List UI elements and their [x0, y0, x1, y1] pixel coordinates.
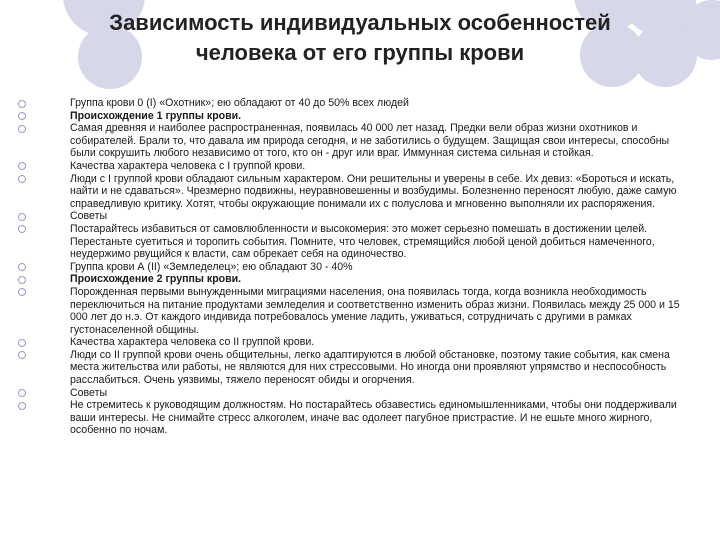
- bullet-icon: [18, 351, 26, 359]
- list-item-text: Люди с I группой крови обладают сильным характером. Они решительны и уверены в себе. Их девиз: «Бороться и искать, найти и не сдаваться». Чрезмерно подвижны, неуравновешенны и возбудимы. Болезненно переносят любую, даже самую справедливую критику. Хотят, чтобы окружающие понимали их с полуслова и мгновенно выполняли их распоряжения.: [70, 172, 677, 210]
- list-item: [18, 210, 688, 223]
- list-item: [18, 261, 688, 274]
- list-item: [18, 223, 688, 261]
- list-item: [18, 122, 688, 160]
- list-item-text: Порожденная первыми вынужденными миграциями населения, она появилась тогда, когда возникла необходимость переключиться на питание продуктами земледелия и соответственно изменить образ жизни. Появилась между 25 000 и 15 000 лет до н.э. От каждого индивида потребовалось умение ладить, уживаться, сотрудничать с другими в рамках густонаселенной общины.: [70, 285, 680, 336]
- list-item-text: Группа крови 0 (I) «Охотник»; ею обладают от 40 до 50% всех людей: [70, 97, 409, 109]
- list-item: [18, 160, 688, 173]
- list-item: [18, 349, 688, 387]
- bullet-icon: [18, 276, 26, 284]
- list-item-text: Люди со II группой крови очень общительны, легко адаптируются в любой обстановке, поэтому такие события, как смена места жительства или работы, не являются для них стрессовыми. Но иногда они проявляют упрямство и неспособность расслабиться. Очень уязвимы, тяжело переносят обиды и огорчения.: [70, 348, 670, 387]
- list-item-text: Происхождение 2 группы крови.: [70, 273, 242, 286]
- list-item-text: Советы: [70, 386, 108, 399]
- list-item: [18, 336, 688, 349]
- list-item: [18, 399, 688, 437]
- list-item: [18, 110, 688, 123]
- list-item-text: Не стремитесь к руководящим должностям. Но постарайтесь обзавестись единомышленниками, чтобы они поддерживали ваши интересы. Не снимайте стресс алкоголем, иначе вас одолеет пагубное пристрастие. И не ешьте много жирного, особенно по ночам.: [70, 399, 677, 437]
- list-item-text: Советы: [70, 210, 108, 223]
- bullet-icon: [18, 100, 26, 108]
- bullet-icon: [18, 213, 26, 221]
- bullet-icon: [18, 162, 26, 170]
- list-item: [18, 173, 688, 211]
- list-item: [18, 286, 688, 336]
- bullet-icon: [18, 389, 26, 397]
- bullet-icon: [18, 339, 26, 347]
- list-item: [18, 273, 688, 286]
- list-item-text: Постарайтесь избавиться от самовлюбленности и высокомерия: это может серьезно помешать в достижении целей. Перестаньте суетиться и торопить события. Помните, что человек, стремящийся любой ценой добиться намеченного, неудержимо рвущийся к власти, сам обрекает себя на одиночество.: [70, 222, 655, 261]
- bullet-icon: [18, 175, 26, 183]
- bullet-icon: [18, 125, 26, 133]
- content-list: [18, 97, 688, 437]
- list-item-text: Группа крови А (II) «Земледелец»; ею обладают 30 - 40%: [70, 260, 353, 273]
- bullet-icon: [18, 112, 26, 120]
- list-item-text: Качества характера человека с I группой крови.: [70, 159, 306, 172]
- page-title: Зависимость индивидуальных особенностей человека от его группы крови: [109, 10, 611, 65]
- list-item-text: Самая древняя и наиболее распространенная, появилась 40 000 лет назад. Предки вели образ жизни охотников и собирателей. Брали то, что давала им природа сегодня, и не заботились о будущем. Защищая свои интересы, способны были сокрушить любого независимо от того, кто он - друг или враг. Иммунная система сильная и стойкая.: [70, 122, 670, 160]
- bullet-icon: [18, 263, 26, 271]
- list-item-text: Происхождение 1 группы крови.: [70, 109, 242, 122]
- bullet-icon: [18, 288, 26, 296]
- bullet-icon: [18, 402, 26, 410]
- list-item-text: Качества характера человека со II группой крови.: [70, 336, 315, 349]
- list-item: [18, 97, 688, 110]
- list-item: [18, 387, 688, 400]
- bullet-icon: [18, 225, 26, 233]
